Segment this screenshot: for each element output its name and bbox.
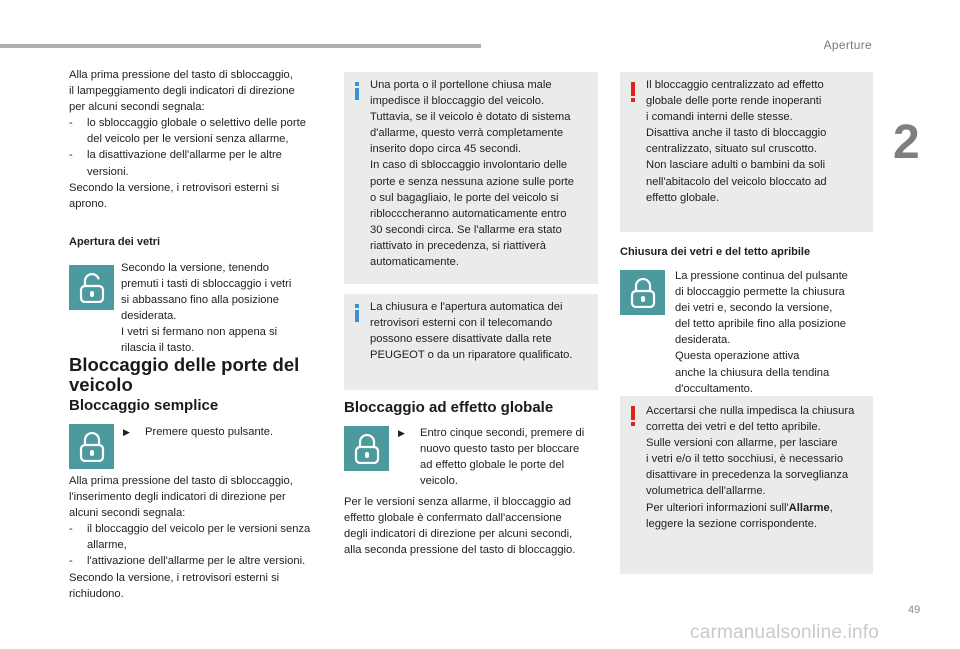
intro-line: il lampeggiamento degli indicatori di direzione (69, 85, 295, 98)
info-icon (354, 304, 360, 322)
warning-line: nell'abitacolo del veicolo bloccato ad (646, 175, 827, 188)
warning-line: Il bloccaggio centralizzato ad effetto (646, 79, 824, 91)
globale-title: Bloccaggio ad effetto globale (344, 399, 554, 416)
warning-box-bloccaggio-centralizzato (620, 72, 873, 232)
list-item: - lo sbloccaggio globale o selettivo delle porte del veicolo per le versioni senza allarme, (69, 115, 309, 147)
globale-line: alla seconda pressione del tasto di bloccaggio. (344, 544, 576, 557)
info-line: porte e senza nessuna azione sulle porte (370, 175, 574, 188)
apertura-vetri-text (121, 260, 301, 357)
padlock-closed-icon (79, 432, 105, 462)
unlock-button-icon (69, 265, 114, 310)
info-line: riblocccheranno automaticamente entro (370, 207, 567, 220)
arrow-bullet-icon: ▶ (123, 427, 130, 437)
section-title (69, 355, 299, 395)
semplice-bullet-text: Premere questo pulsante. (145, 426, 274, 438)
info-box-text (370, 299, 573, 363)
info-line: o sul bagagliaio, le porte del veicolo si (370, 191, 559, 204)
warning-line: volumetrica dell'allarme. (646, 485, 766, 498)
lock-button-icon (344, 426, 389, 471)
page-number: 49 (908, 604, 921, 616)
apertura-vetri-text-1: Secondo la versione, tenendo premuti i tasti di sbloccaggio i vetri si abbassano fino alla posizione desiderata. (121, 262, 292, 323)
outro-line: alcuni secondi segnala: (69, 507, 186, 520)
section-title-line-2: veicolo (69, 374, 133, 395)
lock-button-icon (620, 270, 665, 315)
info-icon (354, 82, 360, 100)
bullet-line: Entro cinque secondi, premere di (420, 427, 585, 439)
warning-line: corretta dei vetri e del tetto apribile. (646, 421, 821, 434)
globale-line: degli indicatori di direzione per alcuni secondi, (344, 528, 573, 541)
intro-end: Secondo la versione, i retrovisori esterni si aprono. (69, 181, 280, 210)
warning-line: Non lasciare adulti o bambini da soli (646, 159, 826, 172)
globale-text (344, 494, 609, 558)
warning-ref-bold: Allarme (788, 501, 830, 514)
exclamation-icon (630, 82, 636, 102)
apertura-vetri-title: Apertura dei vetri (69, 236, 161, 248)
intro-block (69, 67, 329, 212)
apertura-vetri-text-2: I vetri si fermano non appena si rilascia il tasto. (121, 326, 278, 355)
info-line: riattivato in precedenza, si riattiverà (370, 239, 546, 252)
semplice-title: Bloccaggio semplice (69, 397, 219, 414)
chiusura-line: Questa operazione attiva (675, 350, 800, 363)
lock-button-icon (69, 424, 114, 469)
intro-line: Alla prima pressione del tasto di sbloccaggio, (69, 69, 293, 81)
outro-block (69, 473, 329, 602)
outro-list (69, 521, 324, 569)
watermark: carmanualsonline.info (690, 622, 880, 643)
intro-line: per alcuni secondi segnala: (69, 101, 205, 114)
info-line: 30 secondi circa. Se l'allarme era stato (370, 223, 562, 236)
warning-box-text (646, 77, 827, 206)
warning-ref-prefix: Per ulteriori informazioni sull' (646, 501, 789, 514)
globale-line: Per le versioni senza allarme, il bloccaggio ad (344, 496, 571, 508)
padlock-closed-icon (354, 434, 380, 464)
semplice-bullet (123, 424, 303, 440)
chiusura-line: del tetto apribile fino alla posizione (675, 318, 847, 331)
globale-line: effetto globale è confermato dall'accensione (344, 512, 562, 525)
info-box-text (370, 77, 574, 270)
padlock-open-icon (79, 273, 105, 303)
chiusura-line: d'occultamento. (675, 382, 754, 395)
warning-line: i vetri e/o il tetto socchiusi, è necessario (646, 453, 844, 466)
bullet-line: nuovo questo tasto per bloccare (420, 443, 580, 456)
info-line: retrovisori esterni con il telecomando (370, 317, 553, 330)
info-line: impedisce il bloccaggio del veicolo. (370, 95, 545, 108)
outro-line: Alla prima pressione del tasto di sbloccaggio, (69, 475, 293, 487)
list-item: - la disattivazione dell'allarme per le altre versioni. (69, 147, 309, 179)
warning-ref-line (646, 500, 854, 516)
info-line: Una porta o il portellone chiusa male (370, 79, 552, 91)
chapter-name: Aperture (823, 38, 872, 52)
chiusura-text (675, 268, 865, 397)
warning-line: centralizzato, situato sul cruscotto. (646, 143, 817, 156)
warning-line: i comandi interni delle stesse. (646, 111, 793, 124)
padlock-closed-icon (630, 278, 656, 308)
info-line: d'allarme, questo verrà completamente (370, 127, 564, 140)
list-item: - l'attivazione dell'allarme per le altre versioni. (69, 553, 324, 569)
info-box-retrovisori (344, 294, 598, 390)
globale-bullet-text (398, 425, 603, 489)
warning-line: globale delle porte rende inoperanti (646, 95, 822, 108)
info-line: Tuttavia, se il veicolo è dotato di sistema (370, 111, 571, 124)
warning-line: Disattiva anche il tasto di bloccaggio (646, 127, 827, 140)
outro-end: Secondo la versione, i retrovisori esterni si richiudono. (69, 571, 280, 600)
warning-line: Sulle versioni con allarme, per lasciare (646, 437, 838, 450)
section-title-line-1: Bloccaggio delle porte del (69, 354, 300, 375)
list-item: - il bloccaggio del veicolo per le versioni senza allarme, (69, 521, 324, 553)
warning-line: leggere la sezione corrispondente. (646, 517, 818, 530)
info-line: In caso di sbloccaggio involontario delle (370, 159, 568, 172)
warning-ref-suffix: , (829, 501, 833, 514)
info-line: La chiusura e l'apertura automatica dei (370, 301, 563, 313)
warning-line: disattivare in precedenza la sorveglianza (646, 469, 849, 482)
warning-box-text (646, 403, 854, 532)
chiusura-line: desiderata. (675, 334, 731, 347)
bullet-line: ad effetto globale le porte del (420, 459, 565, 472)
info-line: PEUGEOT o da un riparatore qualificato. (370, 349, 573, 362)
warning-line: Accertarsi che nulla impedisca la chiusura (646, 405, 855, 417)
warning-box-chiusura (620, 396, 873, 574)
chiusura-line: di bloccaggio permette la chiusura (675, 286, 845, 299)
header-rule (0, 44, 481, 48)
info-line: inserito dopo circa 45 secondi. (370, 143, 522, 156)
chiusura-line: dei vetri e, secondo la versione, (675, 302, 833, 315)
warning-line: effetto globale. (646, 191, 720, 204)
globale-bullet (398, 425, 603, 489)
chiusura-line: La pressione continua del pulsante (675, 270, 848, 282)
exclamation-icon (630, 406, 636, 426)
chapter-number: 2 (893, 116, 920, 169)
info-line: automaticamente. (370, 256, 459, 269)
arrow-bullet-icon: ▶ (398, 428, 405, 438)
chiusura-line: anche la chiusura della tendina (675, 366, 830, 379)
outro-line: l'inserimento degli indicatori di direzione per (69, 491, 286, 504)
info-box-bloccaggio (344, 72, 598, 284)
bullet-line: veicolo. (420, 475, 458, 488)
intro-list (69, 115, 309, 179)
info-line: possono essere disattivate dalla rete (370, 333, 552, 346)
chiusura-title: Chiusura dei vetri e del tetto apribile (620, 246, 811, 258)
